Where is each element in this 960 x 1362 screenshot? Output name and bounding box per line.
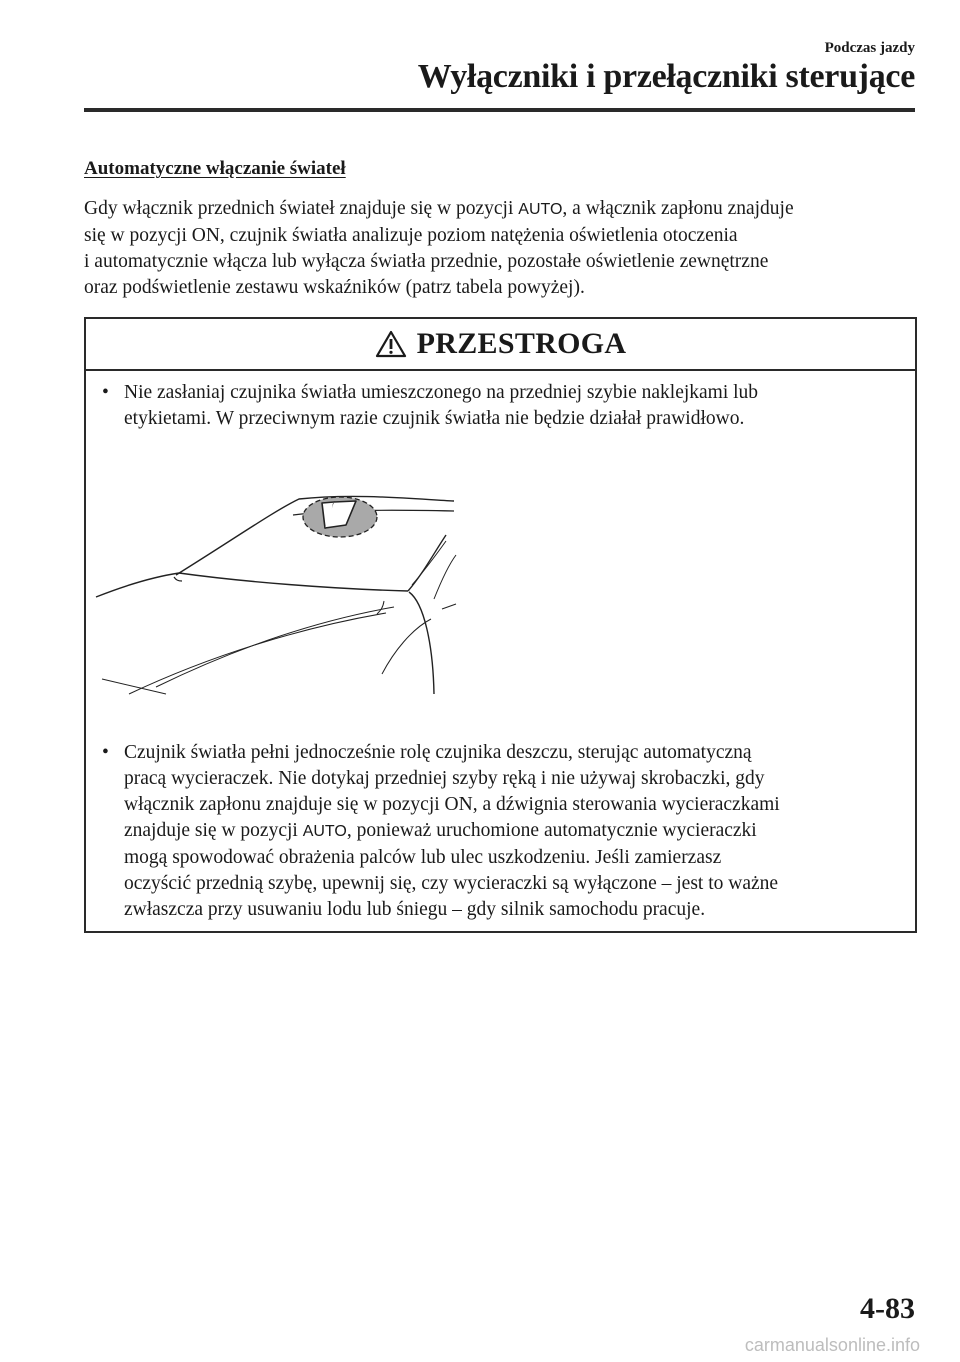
bullet-line: Czujnik światła pełni jednocześnie rolę czujnika deszczu, sterując automatyczną xyxy=(124,742,752,763)
body-line: i automatycznie włącza lub wyłącza światła przednie, pozostałe oświetlenie zewnętrzne xyxy=(84,251,769,272)
bullet-line: znajduje się w pozycji AUTO, ponieważ uruchomione automatycznie wycieraczki xyxy=(124,820,757,841)
caution-bullet-2 xyxy=(102,740,902,923)
bullet-line: Nie zasłaniaj czujnika światła umieszczonego na przedniej szybie naklejkami lub xyxy=(124,382,759,403)
windshield-sensor-illustration xyxy=(94,479,464,709)
watermark: carmanualsonline.info xyxy=(744,1335,920,1355)
bullet-line: pracą wycieraczek. Nie dotykaj przedniej szyby ręką i nie używaj skrobaczki, gdy xyxy=(124,768,765,789)
body-line: Gdy włącznik przednich świateł znajduje się w pozycji AUTO, a włącznik zapłonu znajduje xyxy=(84,198,794,219)
caution-header xyxy=(86,319,915,371)
body-paragraph xyxy=(84,196,914,301)
caution-box xyxy=(84,317,917,933)
bullet-marker: • xyxy=(102,742,109,763)
caution-title: PRZESTROGA xyxy=(416,327,627,360)
header-rule xyxy=(84,108,915,112)
caution-bullet-1 xyxy=(102,380,902,432)
bullet-line: oczyścić przednią szybę, upewnij się, czy wycieraczki są wyłączone – jest to ważne xyxy=(124,873,779,894)
section-heading: Automatyczne włączanie świateł xyxy=(84,158,346,179)
bullet-line: włącznik zapłonu znajduje się w pozycji ON, a dźwignia sterowania wycieraczkami xyxy=(124,794,780,815)
body-line: się w pozycji ON, czujnik światła analizuje poziom natężenia oświetlenia otoczenia xyxy=(84,225,738,246)
auto-position-label: AUTO xyxy=(302,823,347,840)
bullet-line: mogą spowodować obrażenia palców lub ulec uszkodzeniu. Jeśli zamierzasz xyxy=(124,847,722,868)
page-number: 4-83 xyxy=(860,1292,915,1325)
bullet-line: zwłaszcza przy usuwaniu lodu lub śniegu – gdy silnik samochodu pracuje. xyxy=(124,899,706,920)
body-line: oraz podświetlenie zestawu wskaźników (patrz tabela powyżej). xyxy=(84,277,585,298)
header-section: Podczas jazdy xyxy=(824,40,915,56)
auto-position-label: AUTO xyxy=(518,201,563,218)
bullet-marker: • xyxy=(102,382,109,403)
warning-triangle-icon xyxy=(375,329,407,359)
bullet-line: etykietami. W przeciwnym razie czujnik światła nie będzie działał prawidłowo. xyxy=(124,408,745,429)
header-title: Wyłączniki i przełączniki sterujące xyxy=(417,58,915,95)
